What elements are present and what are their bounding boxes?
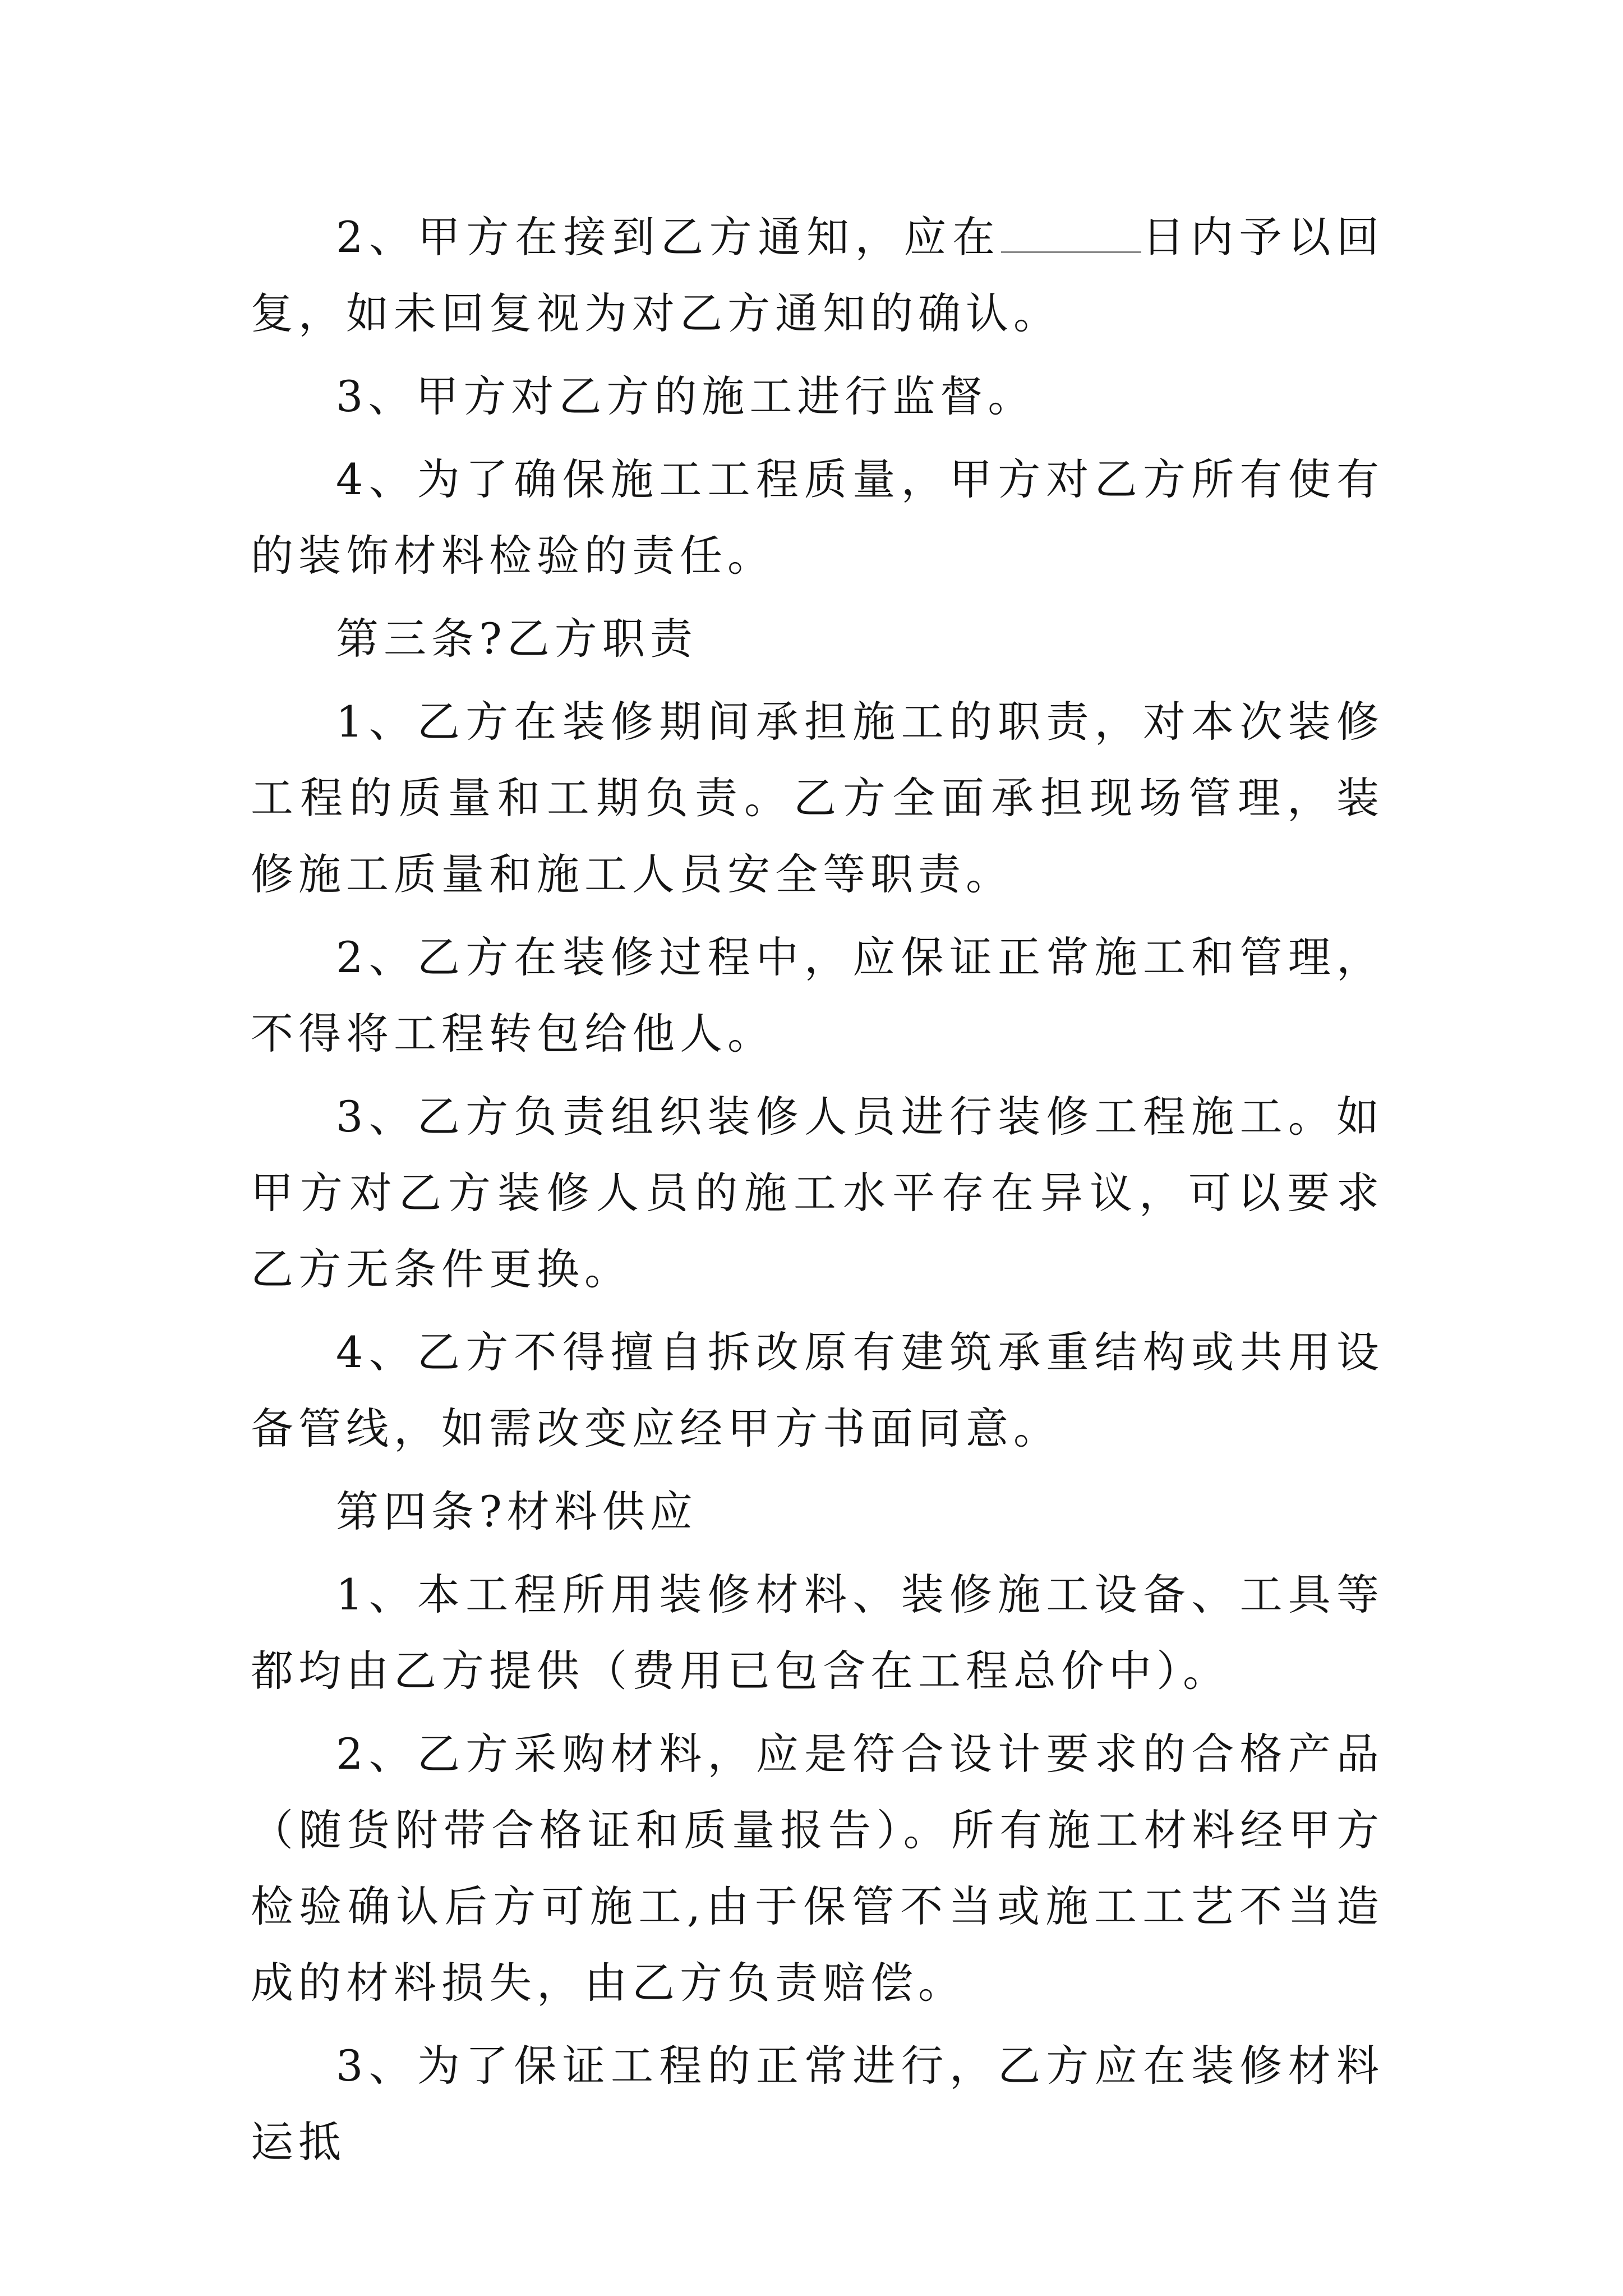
paragraph-material-supply-3: 3、为了保证工程的正常进行，乙方应在装修材料运抵 — [251, 2041, 1384, 2167]
reply-deadline-text-start: 2、甲方在接到乙方通知，应在 — [336, 212, 1001, 262]
paragraph-reply-deadline — [251, 199, 1384, 352]
section-heading-article-4: 第四条?材料供应 — [336, 1487, 698, 1536]
days-blank-field — [1001, 212, 1141, 253]
paragraph-supervision: 3、甲方对乙方的施工进行监督。 — [336, 371, 1036, 421]
paragraph-contractor-duty-2: 2、乙方在装修过程中，应保证正常施工和管理，不得将工程转包给他人。 — [251, 932, 1384, 1059]
document-body — [251, 199, 1384, 2187]
paragraph-material-supply-2: 2、乙方采购材料，应是符合设计要求的合格产品（随货附带合格证和质量报告）。所有施工材料经甲方检验确认后方可施工,由于保管不当或施工工艺不当造成的材料损失，由乙方负责赔偿。 — [251, 1729, 1384, 2008]
paragraph-contractor-duty-3: 3、乙方负责组织装修人员进行装修工程施工。如甲方对乙方装修人员的施工水平存在异议，可以要求乙方无条件更换。 — [251, 1092, 1384, 1294]
paragraph-contractor-duty-1: 1、乙方在装修期间承担施工的职责，对本次装修工程的质量和工期负责。乙方全面承担现场管理，装修施工质量和施工人员安全等职责。 — [251, 697, 1384, 899]
reply-deadline-text-end: 日内予以回复，如未回复视为对乙方通知的确认。 — [251, 212, 1384, 338]
paragraph-contractor-duty-4: 4、乙方不得擅自拆改原有建筑承重结构或共用设备管线，如需改变应经甲方书面同意。 — [251, 1327, 1384, 1453]
section-heading-article-3: 第三条?乙方职责 — [336, 614, 698, 664]
paragraph-material-inspection: 4、为了确保施工工程质量，甲方对乙方所有使有的装饰材料检验的责任。 — [251, 454, 1384, 581]
paragraph-material-supply-1: 1、本工程所用装修材料、装修施工设备、工具等都均由乙方提供（费用已包含在工程总价中）。 — [251, 1570, 1384, 1696]
